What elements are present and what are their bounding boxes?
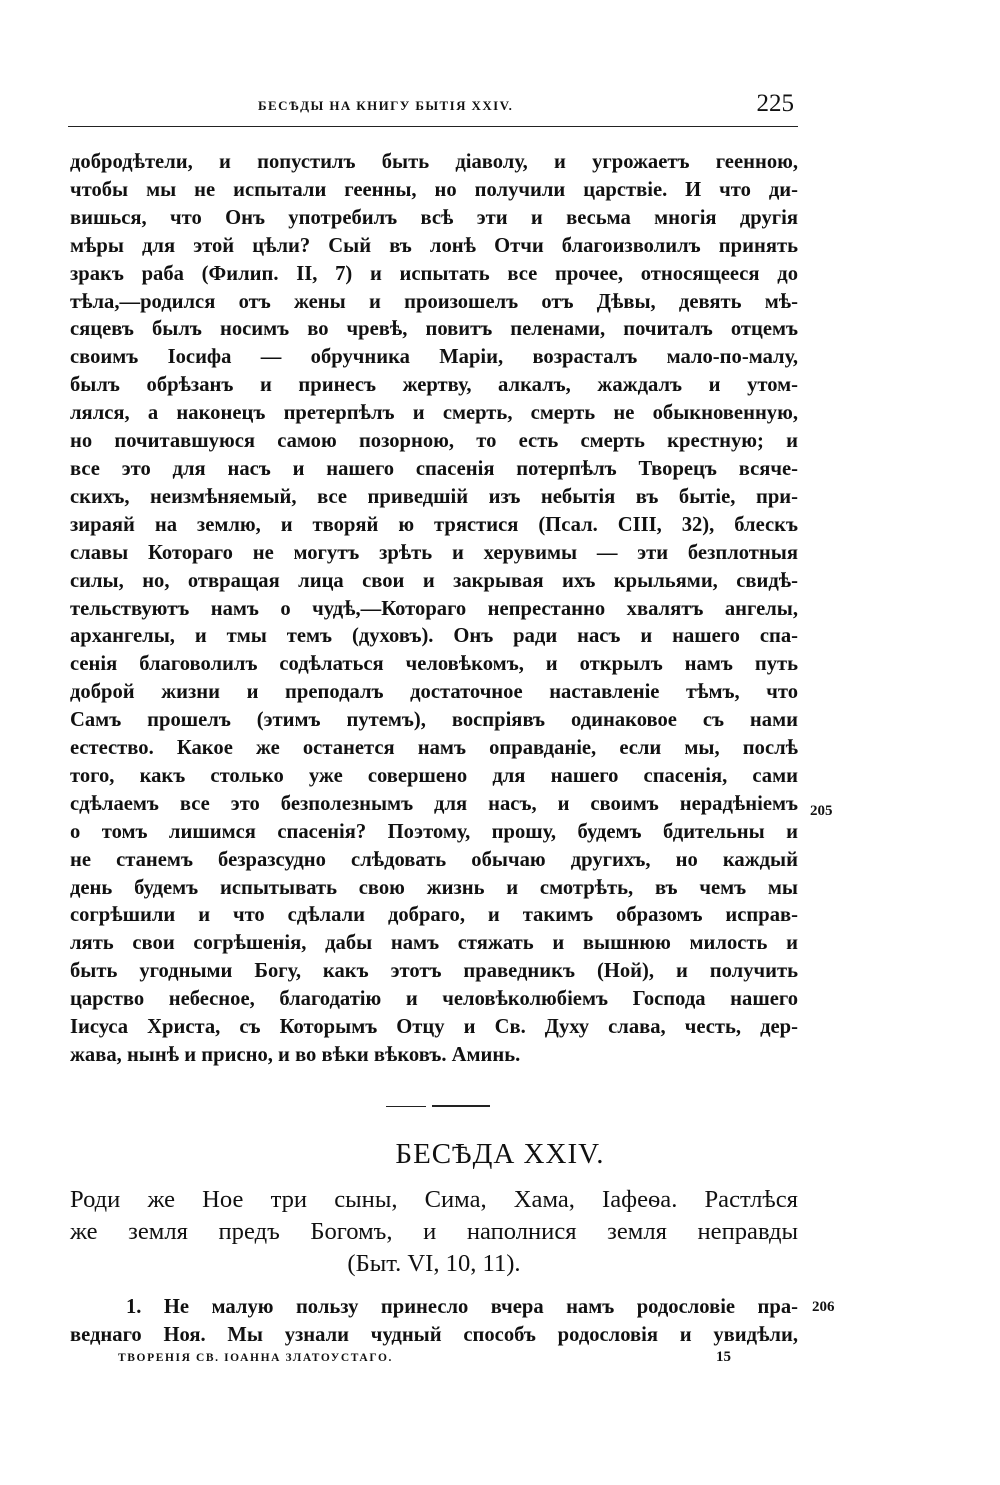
- scripture-verse: [70, 1184, 798, 1280]
- verse-line: же земля предъ Богомъ, и наполнися земля неправды: [70, 1218, 798, 1245]
- body-line: Самъ прошелъ (этимъ путемъ), воспріявъ одинаковое съ нами: [70, 709, 798, 732]
- paragraph-line: 1. Не малую пользу принесло вчера намъ родословіе пра-: [126, 1296, 798, 1318]
- body-line: зираяй на землю, и творяй ю трястися (Псал. CIII, 32), блескъ: [70, 513, 798, 536]
- paragraph-line: веднаго Ноя. Мы узнали чудный способъ родословія и увидѣли,: [70, 1324, 798, 1346]
- body-line: зракъ раба (Филип. II, 7) и испытать все прочее, относящееся до: [70, 262, 798, 285]
- body-line: того, какъ столько уже совершено для нашего спасенія, сами: [70, 764, 798, 787]
- body-line: царство небесное, благодатію и человѣколюбіемъ Господа нашего: [70, 988, 798, 1011]
- body-line: своимъ Іосифа — обручника Маріи, возрасталъ мало-по-малу,: [70, 346, 798, 369]
- running-header: [68, 90, 798, 127]
- body-line: доброй жизни и преподалъ достаточное наставленіе тѣмъ, что: [70, 681, 798, 704]
- footer-signature: ТВОРЕНІЯ СВ. ІОАННА ЗЛАТОУСТАГО.: [118, 1352, 393, 1364]
- body-line: день будемъ испытывать свою жизнь и смотрѣть, въ чемъ мы: [70, 876, 798, 899]
- body-line: лялся, а наконецъ претерпѣлъ и смерть, смерть не обыкновенную,: [70, 402, 798, 425]
- body-line: тельствуютъ намъ о чудѣ,—Котораго непрестанно хвалятъ ангелы,: [70, 597, 798, 620]
- body-line: быть угодными Богу, какъ этотъ праведникъ (Ной), и получить: [70, 960, 798, 983]
- margin-number: 206: [812, 1299, 835, 1315]
- body-line: мѣры для этой цѣли? Сый въ лонѣ Отчи благоизволилъ принять: [70, 234, 798, 257]
- body-line: сдѣлаемъ все это безполезнымъ для насъ, и своимъ нерадѣніемъ: [70, 792, 798, 815]
- running-title: БЕСѢДЫ НА КНИГУ БЫТІЯ XXIV.: [258, 98, 514, 113]
- body-text: [70, 149, 798, 1070]
- body-line: добродѣтели, и попустилъ быть діаволу, и угрожаетъ геенною,: [70, 151, 798, 173]
- body-line: тѣла,—родился отъ жены и произошелъ отъ Дѣвы, девять мѣ-: [70, 290, 798, 313]
- body-line: согрѣшили и что сдѣлали добраго, и такимъ образомъ исправ-: [70, 904, 798, 927]
- body-line: но почитавшуюся самою позорною, то есть смерть крестную; и: [70, 430, 798, 453]
- page-number: 225: [756, 90, 794, 117]
- section-divider-right: [432, 1105, 490, 1107]
- body-line: былъ обрѣзанъ и принесъ жертву, алкалъ, жаждалъ и утом-: [70, 374, 798, 397]
- verse-reference: (Быт. VI, 10, 11).: [347, 1250, 521, 1277]
- body-line: скихъ, неизмѣняемый, все приведшій изъ небытія въ бытіе, при-: [70, 485, 798, 508]
- body-line: сяцевъ былъ носимъ во чревѣ, повитъ пеленами, почиталъ отцемъ: [70, 318, 798, 341]
- body-line: лять свои согрѣшенія, дабы намъ стяжать и вышнюю милость и: [70, 932, 798, 955]
- body-line: все это для насъ и нашего спасенія потерпѣлъ Творецъ всяче-: [70, 457, 798, 480]
- homily-paragraph: [70, 1293, 798, 1349]
- body-line: Іисуса Христа, съ Которымъ Отцу и Св. Духу слава, честь, дер-: [70, 1016, 798, 1039]
- verse-line: Роди же Ное три сыны, Сима, Хама, Іафеѳа. Растлѣся: [70, 1186, 798, 1213]
- body-line: жава, нынѣ и присно, и во вѣки вѣковъ. Аминь.: [70, 1044, 521, 1066]
- body-line: не станемъ безразсудно слѣдовать обычаю другихъ, но каждый: [70, 848, 798, 871]
- body-line: естество. Какое же останется намъ оправданіе, если мы, послѣ: [70, 737, 798, 760]
- section-divider-left: [386, 1106, 426, 1107]
- footer-signature-number: 15: [716, 1349, 731, 1365]
- body-line: архангелы, и тмы темъ (духовъ). Онъ ради насъ и нашего спа-: [70, 625, 798, 648]
- body-line: чтобы мы не испытали геенны, но получили царствіе. И что ди-: [70, 178, 798, 201]
- margin-number: 205: [810, 803, 833, 819]
- homily-title: БЕСѢДА XXIV.: [395, 1138, 605, 1170]
- body-line: о томъ лишимся спасенія? Поэтому, прошу, будемъ бдительны и: [70, 820, 798, 843]
- body-line: славы Котораго не могутъ зрѣть и херувимы — эти безплотныя: [70, 541, 798, 564]
- body-line: силы, но, отвращая лица свои и закрывая ихъ крыльями, свидѣ-: [70, 569, 798, 592]
- body-line: вишься, что Онъ употребилъ всѣ эти и весьма многія другія: [70, 206, 798, 229]
- body-line: сенія благоволилъ содѣлаться человѣкомъ, и открылъ намъ путь: [70, 653, 798, 676]
